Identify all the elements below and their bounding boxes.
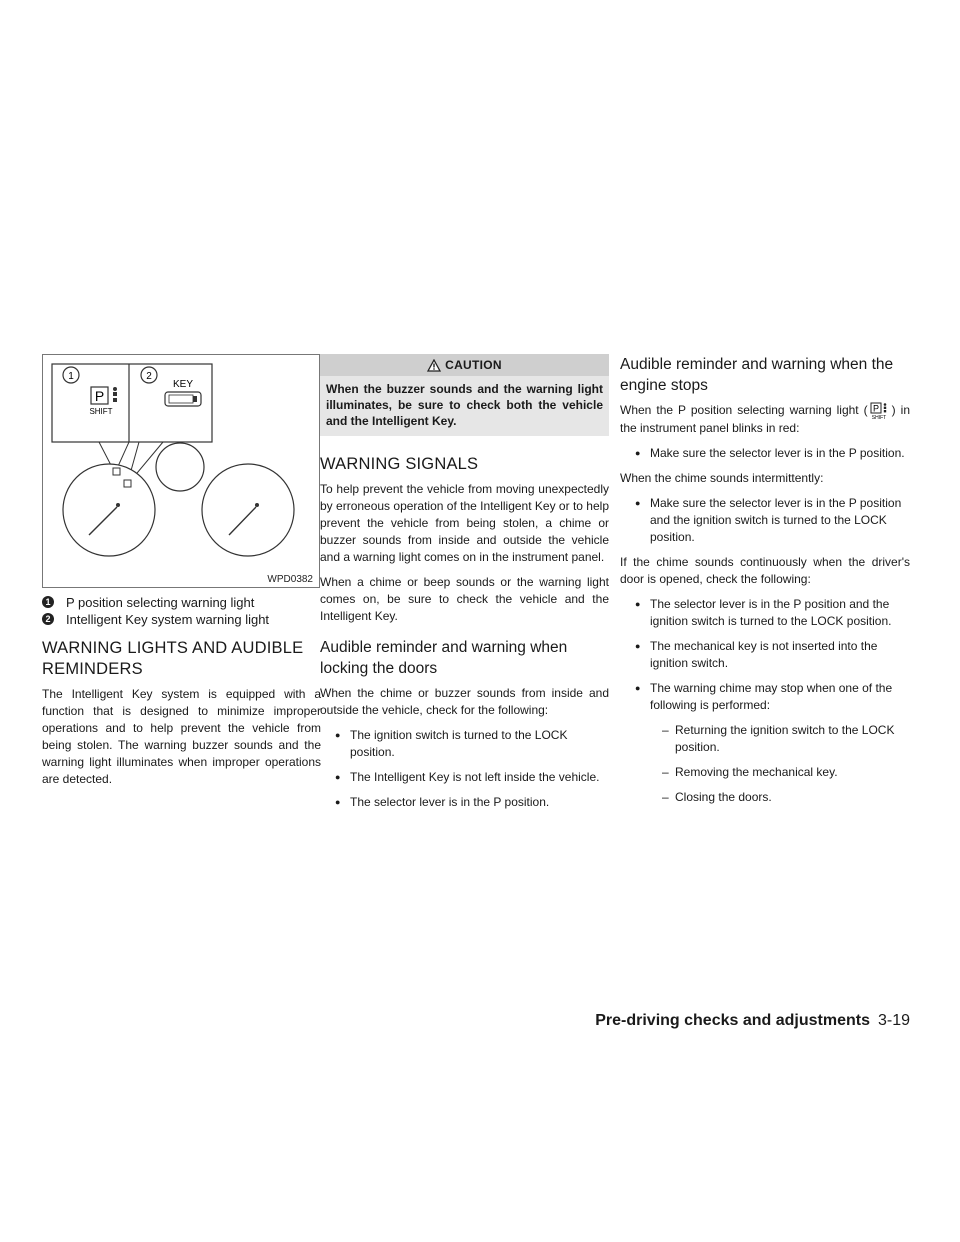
p-position-light: [113, 468, 120, 475]
bullet-list: [620, 596, 910, 714]
list-item: ● Make sure the selector lever is in the P position.: [620, 445, 910, 462]
section-paragraph: When the chime or buzzer sounds from inside and outside the vehicle, check for the following:: [320, 686, 609, 717]
callout-text: Intelligent Key system warning light: [66, 612, 270, 627]
center-gauge: [156, 443, 204, 491]
key-label: KEY: [172, 379, 194, 390]
right-column: [620, 354, 910, 814]
paragraph-text: ) in the instrument panel blinks in red:: [620, 403, 910, 435]
list-item: – Removing the mechanical key.: [620, 764, 910, 781]
list-item: ● The warning chime may stop when one of the following is performed:: [620, 680, 910, 714]
subsection-heading: Audible reminder and warning when locking the doors: [320, 639, 568, 677]
caution-box: [320, 354, 609, 436]
list-item: ● The selector lever is in the P position and the ignition switch is turned to the LOCK position.: [620, 596, 910, 630]
list-item: ● The selector lever is in the P position.: [320, 794, 609, 811]
footer-section-title: Pre-driving checks and adjustments: [595, 1012, 870, 1029]
callout-2-number: 2: [146, 371, 152, 382]
paragraph-text: When the P position selecting warning light (: [620, 403, 868, 418]
figure-callouts: [42, 594, 321, 628]
p-letter: P: [94, 388, 105, 404]
section-paragraph: [620, 402, 910, 437]
section-paragraph: If the chime sounds continuously when the driver's door is opened, check the following:: [620, 555, 910, 586]
section-paragraph: The Intelligent Key system is equipped with a function that is designed to minimize improper operations and to help prevent the vehicle from being stolen. The warning buzzer sounds and the warning light illuminates when improper operations are detected.: [42, 687, 321, 786]
callout-item: [42, 611, 321, 628]
list-item: ● The Intelligent Key is not left inside the vehicle.: [320, 769, 609, 786]
list-item: – Returning the ignition switch to the LOCK position.: [620, 722, 910, 756]
svg-text:SHIFT: SHIFT: [871, 415, 886, 420]
bullet-list: [320, 727, 609, 811]
list-item: ● Make sure the selector lever is in the P position and the ignition switch is turned to the LOCK position.: [620, 495, 910, 546]
section-paragraph: To help prevent the vehicle from moving unexpectedly by erroneous operation of the Intelligent Key or to help prevent the vehicle from being stolen, a chime or buzzer sounds from inside and outside the vehicle and a warning light comes on in the instrument panel.: [320, 482, 609, 564]
callout-1-number: 1: [68, 371, 74, 382]
bullet-list: [620, 445, 910, 462]
bullet-list: [620, 495, 910, 546]
section-heading: WARNING SIGNALS: [320, 455, 479, 473]
caution-label: CAUTION: [445, 358, 502, 372]
left-column: [42, 354, 321, 796]
figure-code: WPD0382: [267, 574, 313, 585]
tachometer-gauge: [202, 464, 294, 556]
subsection-heading: Audible reminder and warning when the engine stops: [620, 356, 894, 394]
p-shift-icon: [870, 402, 890, 420]
middle-column: [320, 354, 609, 819]
instrument-panel-illustration: [43, 355, 319, 587]
list-item: ● The ignition switch is turned to the LOCK position.: [320, 727, 609, 761]
instrument-panel-figure: [42, 354, 320, 588]
page-footer: [595, 1012, 910, 1030]
callout-number: 1: [42, 596, 54, 608]
svg-text:P: P: [872, 403, 879, 414]
speedometer-gauge: [63, 464, 155, 556]
section-heading: WARNING LIGHTS AND AUDIBLE REMINDERS: [42, 639, 304, 678]
section-paragraph: When a chime or beep sounds or the warning light comes on, be sure to check the vehicle and the Intelligent Key.: [320, 575, 609, 623]
dash-list: [620, 722, 910, 806]
list-item: – Closing the doors.: [620, 789, 910, 806]
key-system-light: [124, 480, 131, 487]
warning-triangle-icon: [427, 359, 441, 372]
section-paragraph: When the chime sounds intermittently:: [620, 471, 824, 485]
callout-number: 2: [42, 613, 54, 625]
caution-text: When the buzzer sounds and the warning light illuminates, be sure to check both the vehicle and the Intelligent Key.: [320, 376, 609, 436]
list-item: ● The mechanical key is not inserted into the ignition switch.: [620, 638, 910, 672]
shift-label: SHIFT: [89, 407, 113, 416]
caution-header: [320, 354, 609, 376]
callout-text: P position selecting warning light: [66, 595, 255, 610]
page-number: 3-19: [877, 1012, 910, 1029]
callout-item: [42, 594, 321, 611]
